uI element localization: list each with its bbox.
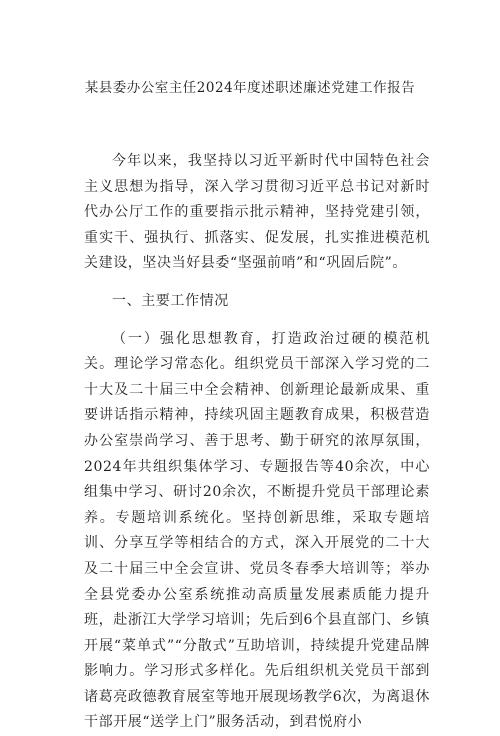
document-title: 某县委办公室主任2024年度述职述廉述党建工作报告 (84, 80, 416, 96)
section-paragraph: （一）强化思想教育，打造政治过硬的模范机关。理论学习常态化。组织党员干部深入学习党的二十大及二十届三中全会精神、创新理论最新成果、重要讲话指示精神，持续巩固主题教育成果，积极营造办公室崇尚学习、善于思考、勤于研究的浓厚氛围，2024年共组织集体学习、专题报告等40余次，中心组集中学习、研讨20余次，不断提升党员干部理论素养。专题培训系统化。坚持创新思维，采取专题培训、分享互学等相结合的方式，深入开展党的二十大及二十届三中全会宣讲、党员冬春季大培训等；举办全县党委办公室系统推动高质量发展素质能力提升班，赴浙江大学学习培训；先后到6个县直部门、乡镇开展“菜单式”“分散式”互助培训，持续提升党建品牌影响力。学习形式多样化。先后组织机关党员干部到诸葛亮政德教育展室等地开展现场教学6次，为离退休干部开展“送学上门”服务活动，到君悦府小 (84, 330, 430, 731)
intro-paragraph: 今年以来，我坚持以习近平新时代中国特色社会主义思想为指导，深入学习贯彻习近平总书记对新时代办公厅工作的重要指示批示精神，坚持党建引领，重实干、强执行、抓落实、促发展，扎实推进模范机关建设，坚决当好县委“坚强前哨”和“巩固后院”。 (84, 153, 430, 272)
section-heading: 一、主要工作情况 (112, 292, 229, 309)
document-body (84, 149, 430, 736)
